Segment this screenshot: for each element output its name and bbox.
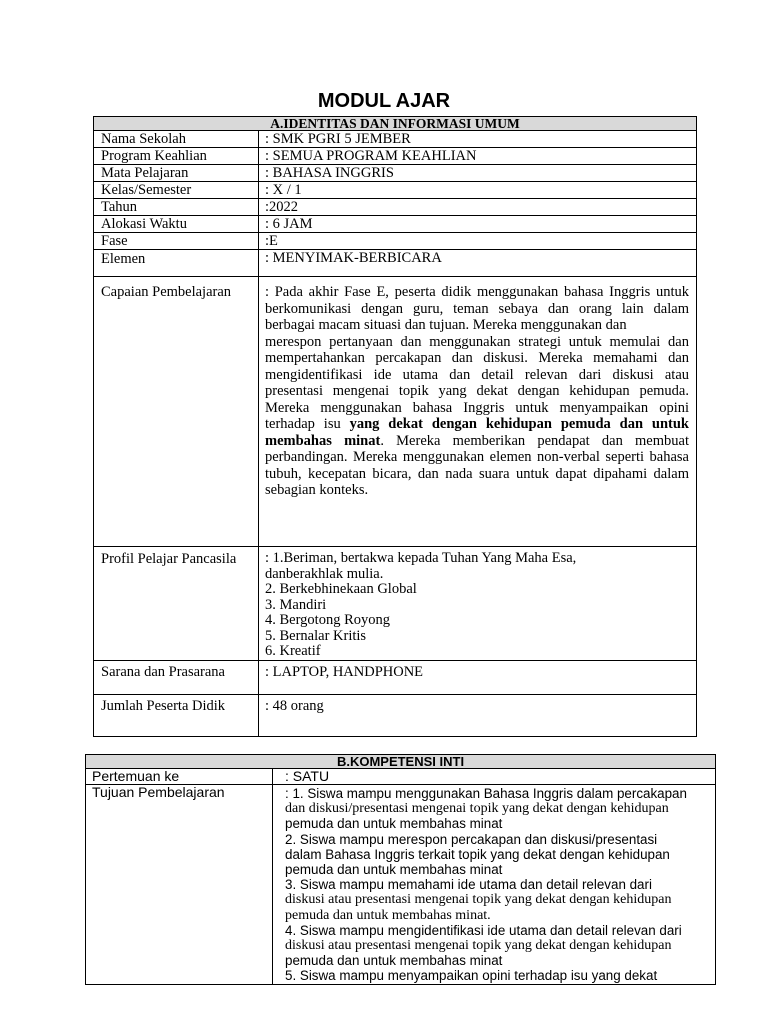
section-b-heading: B.KOMPETENSI INTI	[86, 755, 716, 769]
list-item: 4. Siswa mampu mengidentifikasi ide utama dan detail relevan dari	[285, 922, 682, 938]
list-item: diskusi atau presentasi mengenai topik yang dekat dengan kehidupan	[285, 938, 672, 954]
row-label: Nama Sekolah	[94, 131, 259, 148]
list-item: 5. Bernalar Kritis	[265, 627, 367, 644]
row-label: Mata Pelajaran	[94, 165, 259, 182]
list-item: pemuda dan untuk membahas minat	[285, 953, 503, 969]
list-item: dalam Bahasa Inggris terkait topik yang dekat dengan kehidupan	[285, 846, 670, 862]
table-row	[94, 660, 697, 694]
capaian-text	[259, 277, 697, 547]
section-a-heading: A.IDENTITAS DAN INFORMASI UMUM	[94, 117, 697, 131]
capaian-paragraph-1: : Pada akhir Fase E, peserta didik menggunakan bahasa Inggris untuk berkomunikasi dengan guru, teman sebaya dan orang lain dalam berbagai macam situasi dan tujuan. Mereka menggunakan dan	[265, 284, 689, 333]
table-row	[94, 694, 697, 736]
row-value: : 6 JAM	[259, 216, 697, 233]
profil-label: Profil Pelajar Pancasila	[94, 547, 259, 661]
tujuan-label: Tujuan Pembelajaran	[86, 785, 273, 985]
list-item: pemuda dan untuk membahas minat.	[285, 907, 491, 923]
competency-table	[85, 754, 716, 985]
row-value: : SEMUA PROGRAM KEAHLIAN	[259, 148, 697, 165]
row-value: :E	[259, 233, 697, 250]
row-value: :2022	[259, 199, 697, 216]
jumlah-value: : 48 orang	[259, 694, 697, 736]
pertemuan-label: Pertemuan ke	[86, 769, 273, 785]
row-label: Kelas/Semester	[94, 182, 259, 199]
capaian-label: Capaian Pembelajaran	[94, 277, 259, 547]
table-row	[94, 148, 697, 165]
list-item: danberakhlak mulia.	[265, 565, 384, 582]
tujuan-list	[273, 785, 716, 985]
table-row	[94, 547, 697, 661]
list-item: pemuda dan untuk membahas minat	[285, 816, 503, 832]
table-row	[94, 250, 697, 277]
table-row	[94, 233, 697, 250]
list-item: 3. Siswa mampu memahami ide utama dan detail relevan dari	[285, 877, 652, 893]
jumlah-label: Jumlah Peserta Didik	[94, 694, 259, 736]
sarana-label: Sarana dan Prasarana	[94, 660, 259, 694]
pertemuan-value: : SATU	[273, 769, 716, 785]
list-item: pemuda dan untuk membahas minat	[285, 862, 503, 878]
list-item: diskusi atau presentasi mengenai topik yang dekat dengan kehidupan	[285, 892, 672, 908]
table-row	[94, 182, 697, 199]
row-label: Alokasi Waktu	[94, 216, 259, 233]
capaian-paragraph-3: . Mereka memberikan pendapat dan membuat perbandingan. Mereka menggunakan elemen non-verbal seperti bahasa tubuh, kecepatan bicara, dan nada suara untuk dapat dipahami dalam sebagian konteks.	[265, 432, 689, 498]
row-value: : MENYIMAK-BERBICARA	[259, 250, 697, 277]
sarana-value: : LAPTOP, HANDPHONE	[259, 660, 697, 694]
list-item: : 1.Beriman, bertakwa kepada Tuhan Yang Maha Esa,	[265, 550, 577, 566]
row-label: Tahun	[94, 199, 259, 216]
list-item: 3. Mandiri	[265, 596, 327, 613]
table-row	[94, 277, 697, 547]
list-item: 4. Bergotong Royong	[265, 612, 390, 628]
list-item: dan diskusi/presentasi mengenai topik yang dekat dengan kehidupan	[285, 801, 669, 817]
table-row	[86, 785, 716, 985]
table-row	[86, 769, 716, 785]
identity-table	[93, 116, 697, 737]
page-title: MODUL AJAR	[317, 90, 451, 112]
list-item: 5. Siswa mampu menyampaikan opini terhadap isu yang dekat	[285, 968, 658, 984]
table-row	[94, 216, 697, 233]
row-label: Program Keahlian	[94, 148, 259, 165]
table-row	[94, 199, 697, 216]
list-item: 2. Siswa mampu merespon percakapan dan diskusi/presentasi	[285, 831, 658, 847]
capaian-paragraph-2: merespon pertanyaan dan menggunakan strategi untuk memulai dan mempertahankan percakapan dan diskusi. Mereka memahami dan mengidentifikasi ide utama dan detail relevan dari diskusi atau presentasi mengenai topik yang dekat dengan kehidupan pemuda. Mereka menggunakan bahasa Inggris untuk menyampaikan opini terhadap isu	[265, 333, 689, 432]
table-row	[94, 165, 697, 182]
row-label: Elemen	[94, 250, 259, 277]
row-value: : SMK PGRI 5 JEMBER	[259, 131, 697, 148]
list-item: 2. Berkebhinekaan Global	[265, 581, 417, 597]
profil-list	[259, 547, 697, 661]
list-item: 6. Kreatif	[265, 643, 321, 659]
table-row	[94, 131, 697, 148]
row-value: : BAHASA INGGRIS	[259, 165, 697, 182]
list-item: : 1. Siswa mampu menggunakan Bahasa Inggris dalam percakapan	[285, 786, 687, 801]
capaian-bold-phrase: yang dekat dengan kehidupan pemuda dan untuk membahas minat	[265, 416, 690, 449]
row-value: : X / 1	[259, 182, 697, 199]
row-label: Fase	[94, 233, 259, 250]
